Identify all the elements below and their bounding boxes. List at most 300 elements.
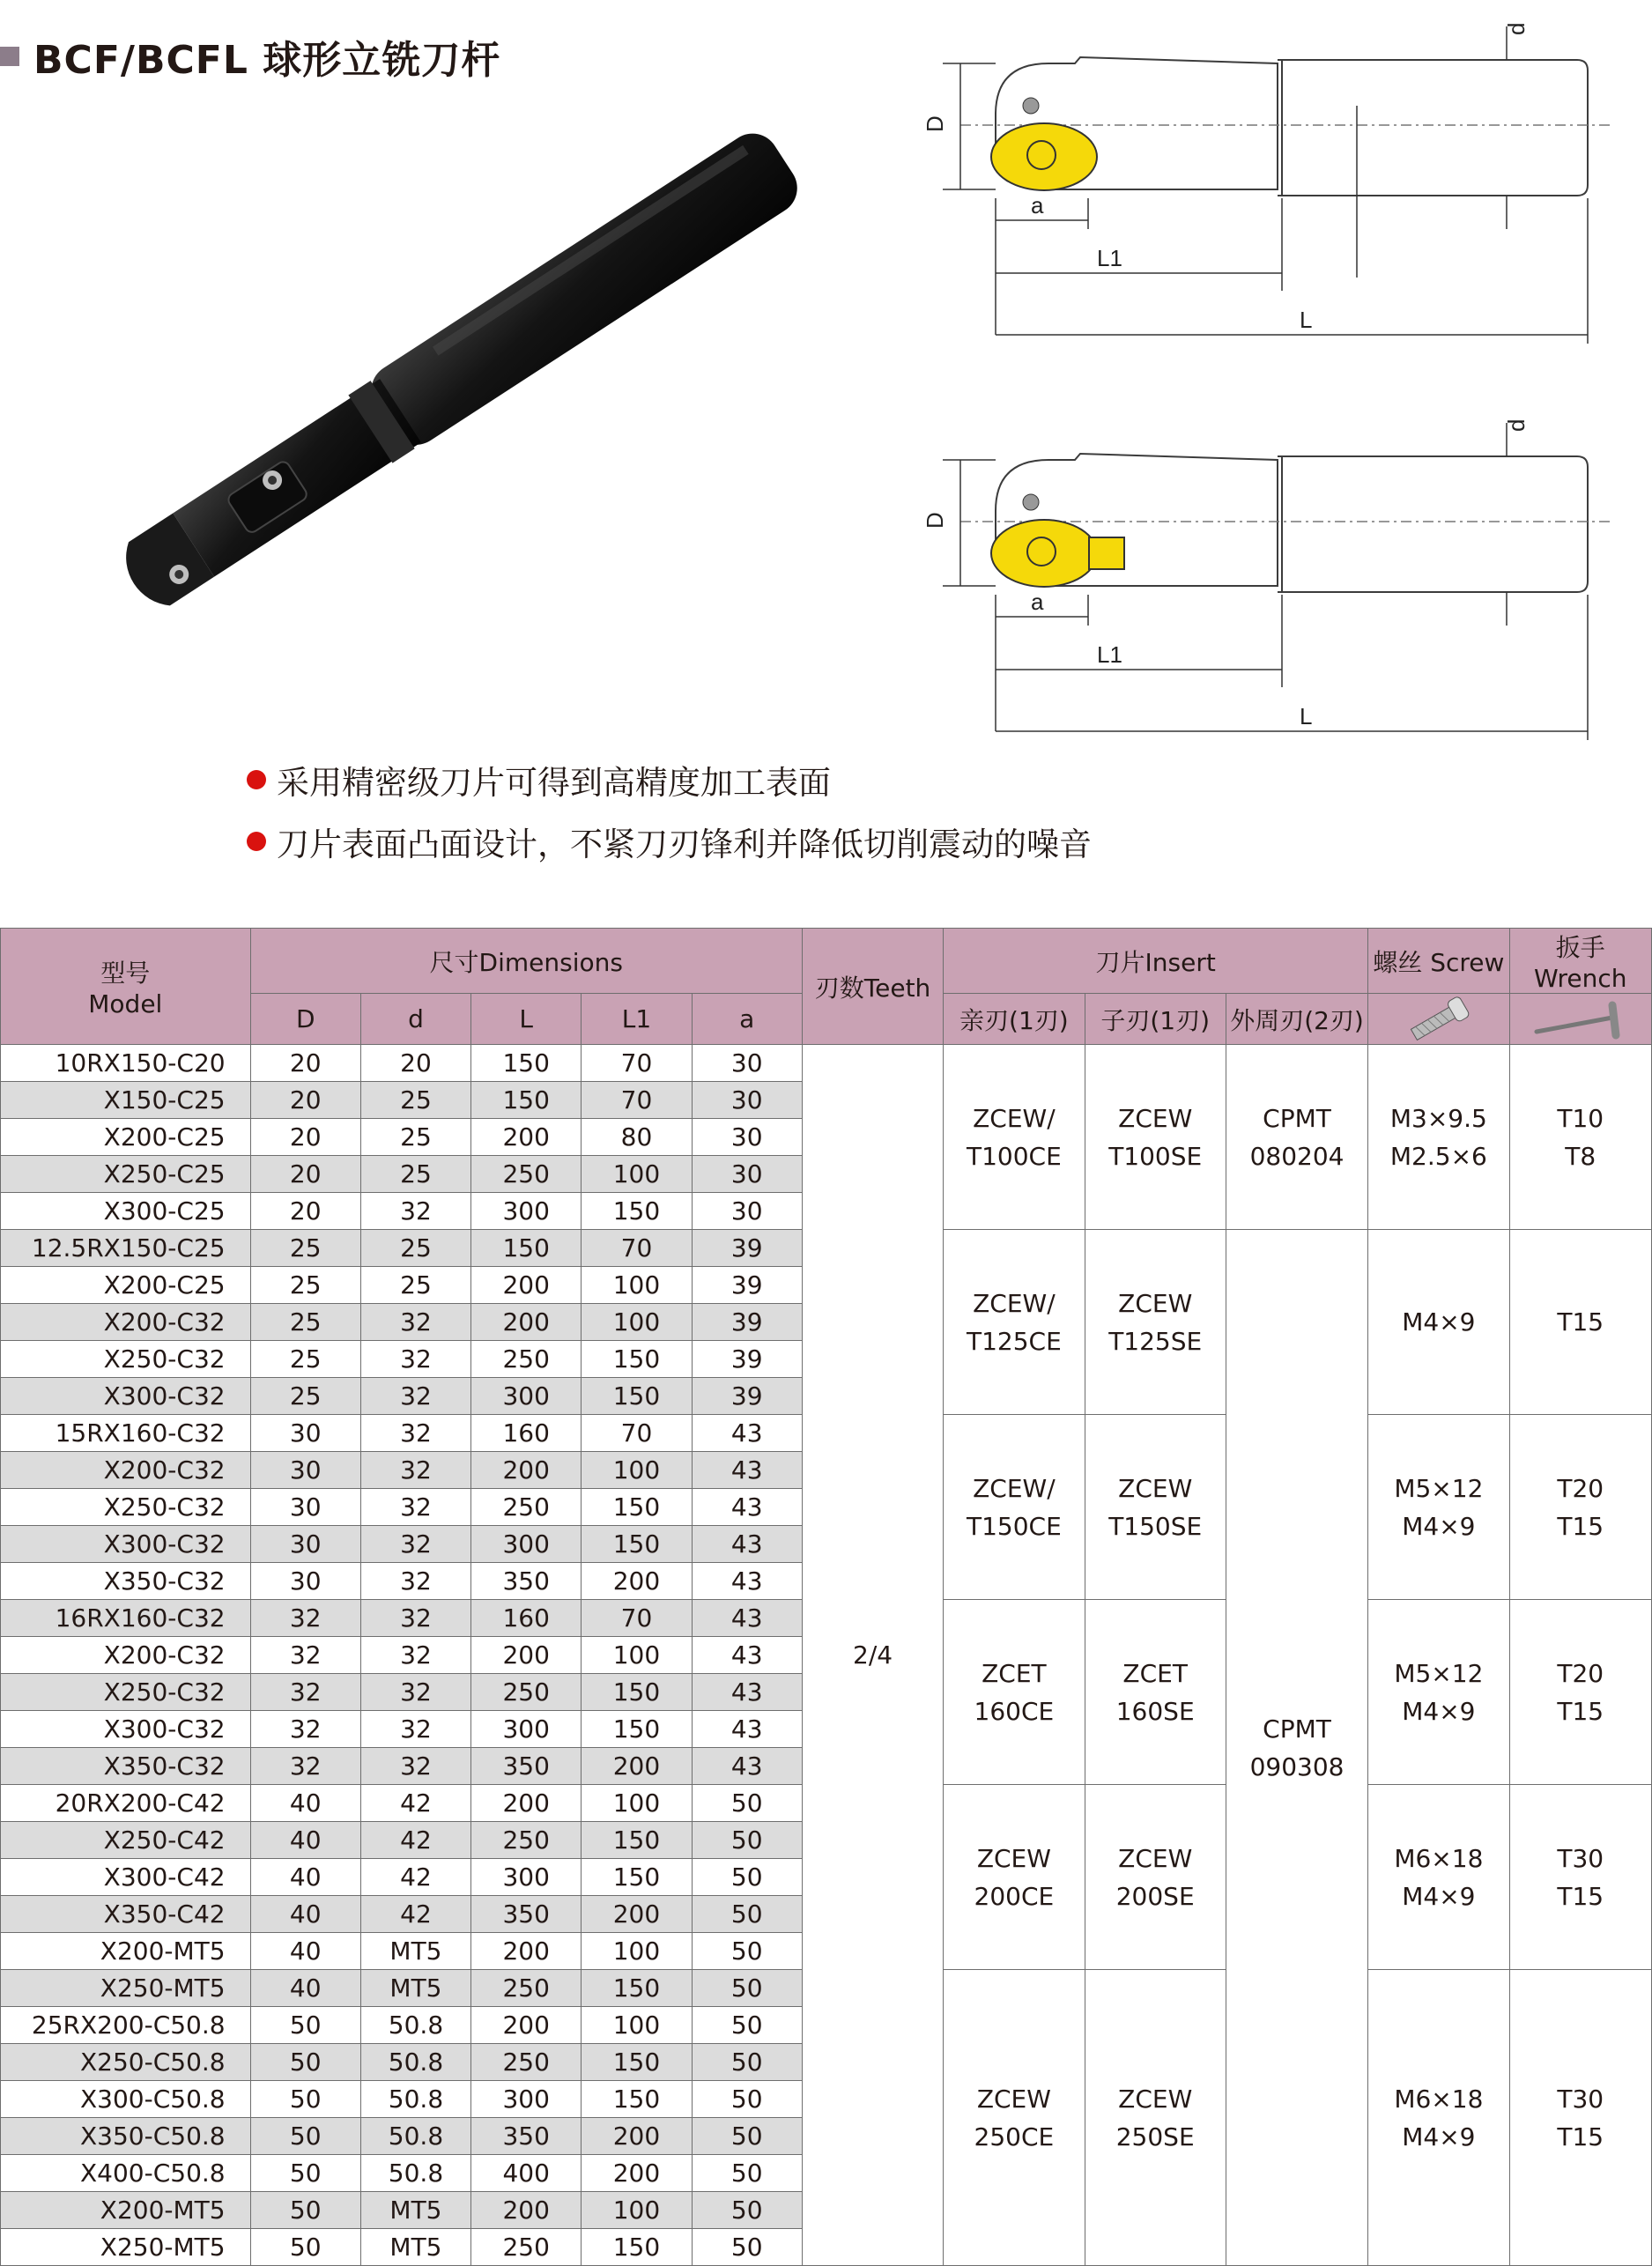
- header-col-a: a: [692, 994, 802, 1045]
- cell-dim: 25: [250, 1267, 360, 1304]
- page-title: BCF/BCFL 球形立铣刀杆: [33, 38, 501, 83]
- cell-dim: 40: [250, 1970, 360, 2007]
- cell-model: X250-C32: [1, 1489, 251, 1526]
- header-col-D: D: [250, 994, 360, 1045]
- cell-screw-line: M6×18: [1394, 2084, 1484, 2114]
- cell-parent-insert-line: ZCEW/: [973, 1103, 1056, 1133]
- cell-child-insert: [1085, 1970, 1226, 2266]
- cell-dim: 50: [692, 2192, 802, 2229]
- cell-dim: 50: [250, 2007, 360, 2044]
- cell-dim: 50.8: [360, 2007, 470, 2044]
- header-col-child-insert: 子刃(1刃): [1085, 994, 1226, 1045]
- cell-model: X250-C50.8: [1, 2044, 251, 2081]
- cell-dim: 32: [360, 1674, 470, 1711]
- cell-dim: 25: [360, 1156, 470, 1193]
- cell-screw-line: M5×12: [1394, 1658, 1484, 1688]
- cell-dim: 50: [250, 2155, 360, 2192]
- cell-dim: 43: [692, 1526, 802, 1563]
- cell-dim: 150: [582, 1489, 692, 1526]
- cell-dim: 50: [692, 1970, 802, 2007]
- cell-dim: 150: [582, 1822, 692, 1859]
- cell-dim: 25: [360, 1119, 470, 1156]
- cell-screw-line: M4×9: [1402, 2122, 1476, 2151]
- cell-dim: 40: [250, 1822, 360, 1859]
- cell-dim: 50: [250, 2118, 360, 2155]
- cell-dim: 250: [471, 1970, 582, 2007]
- cell-dim: 50: [250, 2192, 360, 2229]
- cell-dim: 42: [360, 1859, 470, 1896]
- feature-list: [247, 749, 1092, 872]
- cell-dim: 100: [582, 1637, 692, 1674]
- cell-dim: 25: [250, 1304, 360, 1341]
- cell-dim: 39: [692, 1378, 802, 1415]
- cell-dim: 30: [692, 1082, 802, 1119]
- cell-dim: 250: [471, 2229, 582, 2266]
- cell-dim: 43: [692, 1489, 802, 1526]
- cell-parent-insert-line: 160CE: [974, 1696, 1055, 1726]
- cell-child-insert-line: T100SE: [1108, 1141, 1203, 1171]
- cell-dim: 30: [250, 1489, 360, 1526]
- cell-model: X250-MT5: [1, 1970, 251, 2007]
- cell-dim: 25: [250, 1230, 360, 1267]
- cell-dim: 32: [360, 1711, 470, 1748]
- cell-dim: 150: [582, 2229, 692, 2266]
- cell-child-insert: [1085, 1230, 1226, 1415]
- cell-child-insert-line: ZCEW: [1118, 1103, 1193, 1133]
- cell-dim: 39: [692, 1304, 802, 1341]
- cell-wrench-line: T20: [1557, 1658, 1604, 1688]
- cell-dim: 40: [250, 1785, 360, 1822]
- cell-child-insert-line: 250SE: [1115, 2122, 1195, 2151]
- cell-dim: 30: [692, 1156, 802, 1193]
- header-col-outer-insert: 外周刃(2刃): [1226, 994, 1367, 1045]
- cell-model: X350-C50.8: [1, 2118, 251, 2155]
- cell-dim: 32: [360, 1378, 470, 1415]
- cell-dim: 25: [360, 1082, 470, 1119]
- cell-dim: 200: [582, 1896, 692, 1933]
- cell-child-insert-line: ZCEW: [1118, 1843, 1193, 1873]
- cell-dim: 43: [692, 1415, 802, 1452]
- cell-parent-insert: [944, 1785, 1085, 1970]
- cell-dim: 43: [692, 1600, 802, 1637]
- cell-dim: 250: [471, 1156, 582, 1193]
- dim-label-D: D: [922, 115, 948, 132]
- cell-dim: 200: [471, 2007, 582, 2044]
- header-model: 型号 Model: [1, 929, 251, 1045]
- cell-dim: 25: [250, 1341, 360, 1378]
- cell-dim: 30: [692, 1119, 802, 1156]
- cell-dim: 300: [471, 1193, 582, 1230]
- cell-wrench-line: T30: [1557, 1843, 1604, 1873]
- cell-dim: 150: [582, 2044, 692, 2081]
- cell-wrench: [1509, 1415, 1651, 1600]
- cell-model: X200-C25: [1, 1119, 251, 1156]
- cell-model: X200-C32: [1, 1452, 251, 1489]
- cell-dim: 350: [471, 1896, 582, 1933]
- wrench-icon: [1509, 994, 1651, 1045]
- cell-child-insert: [1085, 1045, 1226, 1230]
- cell-dim: 100: [582, 2007, 692, 2044]
- cell-dim: 80: [582, 1119, 692, 1156]
- cell-dim: 250: [471, 1822, 582, 1859]
- header-col-L: L: [471, 994, 582, 1045]
- cell-parent-insert-line: T125CE: [966, 1326, 1062, 1356]
- cell-model: X350-C42: [1, 1896, 251, 1933]
- cell-dim: 43: [692, 1563, 802, 1600]
- cell-dim: 40: [250, 1859, 360, 1896]
- cell-dim: 150: [471, 1230, 582, 1267]
- cell-dim: 150: [582, 1859, 692, 1896]
- dim-label-a-2: a: [1031, 589, 1044, 615]
- cell-dim: 50: [250, 2229, 360, 2266]
- cell-parent-insert: [944, 1230, 1085, 1415]
- feature-text: 采用精密级刀片可得到高精度加工表面: [277, 764, 831, 802]
- cell-model: 20RX200-C42: [1, 1785, 251, 1822]
- cell-model: 10RX150-C20: [1, 1045, 251, 1082]
- screw-icon: [1368, 994, 1509, 1045]
- cell-dim: 100: [582, 2192, 692, 2229]
- dim-label-a: a: [1031, 192, 1044, 218]
- dim-label-d-2: d: [1503, 418, 1530, 432]
- cell-dim: 200: [471, 1119, 582, 1156]
- feature-item: [247, 811, 1092, 872]
- cell-model: X250-MT5: [1, 2229, 251, 2266]
- cell-dim: 300: [471, 1526, 582, 1563]
- cell-dim: 200: [582, 1563, 692, 1600]
- cell-dim: 40: [250, 1896, 360, 1933]
- cell-dim: 32: [360, 1452, 470, 1489]
- cell-screw-line: M4×9: [1402, 1881, 1476, 1911]
- cell-dim: 30: [250, 1415, 360, 1452]
- cell-outer-insert: [1226, 1045, 1367, 1230]
- cell-dim: 42: [360, 1785, 470, 1822]
- cell-dim: 50: [692, 2118, 802, 2155]
- cell-dim: 32: [360, 1489, 470, 1526]
- cell-dim: 200: [471, 2192, 582, 2229]
- cell-model: X300-C32: [1, 1711, 251, 1748]
- cell-dim: 30: [250, 1452, 360, 1489]
- dim-label-D-2: D: [922, 512, 948, 529]
- cell-dim: 150: [471, 1045, 582, 1082]
- cell-dim: 150: [582, 1193, 692, 1230]
- dim-label-L: L: [1300, 307, 1313, 333]
- cell-dim: 70: [582, 1600, 692, 1637]
- cell-dim: 150: [471, 1082, 582, 1119]
- cell-dim: 150: [582, 1378, 692, 1415]
- cell-dim: 50: [692, 2155, 802, 2192]
- cell-wrench-line: T15: [1557, 1696, 1604, 1726]
- cell-model: X300-C50.8: [1, 2081, 251, 2118]
- cell-dim: 300: [471, 1859, 582, 1896]
- cell-model: 16RX160-C32: [1, 1600, 251, 1637]
- cell-dim: 20: [250, 1119, 360, 1156]
- cell-model: X250-C25: [1, 1156, 251, 1193]
- cell-model: X200-MT5: [1, 1933, 251, 1970]
- cell-parent-insert: [944, 1045, 1085, 1230]
- cell-dim: 70: [582, 1082, 692, 1119]
- cell-dim: MT5: [360, 2229, 470, 2266]
- cell-teeth: 2/4: [802, 1045, 943, 2266]
- cell-dim: 43: [692, 1637, 802, 1674]
- dim-label-L1-2: L1: [1097, 641, 1122, 668]
- cell-dim: 30: [250, 1563, 360, 1600]
- cell-parent-insert-line: T100CE: [966, 1141, 1062, 1171]
- cell-wrench: [1509, 1785, 1651, 1970]
- cell-dim: 50: [692, 1785, 802, 1822]
- cell-wrench-line: T15: [1557, 2122, 1604, 2151]
- cell-screw: [1368, 1415, 1509, 1600]
- cell-dim: 200: [582, 1748, 692, 1785]
- cell-dim: 32: [360, 1600, 470, 1637]
- cell-wrench-line: T15: [1557, 1511, 1604, 1541]
- dimension-drawing-long: [907, 405, 1630, 749]
- cell-dim: 150: [582, 1341, 692, 1378]
- cell-dim: 350: [471, 2118, 582, 2155]
- cell-dim: 200: [471, 1304, 582, 1341]
- cell-dim: 39: [692, 1230, 802, 1267]
- cell-dim: 350: [471, 1748, 582, 1785]
- cell-model: X300-C32: [1, 1378, 251, 1415]
- cell-dim: 150: [582, 1711, 692, 1748]
- cell-wrench: [1509, 1970, 1651, 2266]
- cell-child-insert-line: ZCET: [1122, 1658, 1188, 1688]
- feature-item: [247, 749, 1092, 811]
- cell-wrench-line: T10: [1557, 1103, 1604, 1133]
- cell-dim: 70: [582, 1230, 692, 1267]
- spec-table: [0, 928, 1652, 2266]
- cell-dim: 32: [250, 1600, 360, 1637]
- cell-dim: 200: [582, 2155, 692, 2192]
- cell-dim: 50: [692, 2007, 802, 2044]
- cell-dim: 150: [582, 2081, 692, 2118]
- cell-outer-insert-line: 080204: [1249, 1141, 1345, 1171]
- cell-dim: 50: [692, 1822, 802, 1859]
- cell-dim: 32: [250, 1711, 360, 1748]
- cell-screw-line: M5×12: [1394, 1473, 1484, 1503]
- cell-dim: 32: [360, 1341, 470, 1378]
- header-col-L1: L1: [582, 994, 692, 1045]
- cell-dim: 200: [471, 1637, 582, 1674]
- cell-screw: [1368, 1230, 1509, 1415]
- cell-dim: 100: [582, 1267, 692, 1304]
- cell-dim: 100: [582, 1933, 692, 1970]
- cell-screw: [1368, 1785, 1509, 1970]
- cell-dim: 200: [471, 1933, 582, 1970]
- cell-dim: MT5: [360, 1970, 470, 2007]
- cell-dim: 200: [582, 2118, 692, 2155]
- cell-dim: MT5: [360, 2192, 470, 2229]
- cell-dim: 400: [471, 2155, 582, 2192]
- cell-wrench: [1509, 1230, 1651, 1415]
- cell-outer-insert-line: 090308: [1249, 1751, 1345, 1781]
- cell-parent-insert-line: 200CE: [974, 1881, 1055, 1911]
- dimension-drawing-standard: [907, 9, 1630, 352]
- cell-model: 15RX160-C32: [1, 1415, 251, 1452]
- cell-dim: 150: [582, 1674, 692, 1711]
- bullet-icon: [247, 770, 266, 789]
- header-teeth: 刃数Teeth: [802, 929, 943, 1045]
- cell-screw-line: M2.5×6: [1389, 1141, 1487, 1171]
- cell-dim: 20: [250, 1082, 360, 1119]
- cell-child-insert-line: 160SE: [1115, 1696, 1195, 1726]
- cell-parent-insert-line: ZCEW/: [973, 1473, 1056, 1503]
- cell-child-insert: [1085, 1415, 1226, 1600]
- header-insert: 刀片Insert: [944, 929, 1368, 994]
- cell-model: X200-C25: [1, 1267, 251, 1304]
- cell-model: X350-C32: [1, 1748, 251, 1785]
- cell-dim: 70: [582, 1415, 692, 1452]
- cell-dim: 42: [360, 1822, 470, 1859]
- cell-model: X300-C32: [1, 1526, 251, 1563]
- cell-wrench-line: T30: [1557, 2084, 1604, 2114]
- cell-dim: 50.8: [360, 2118, 470, 2155]
- dim-label-d: d: [1503, 22, 1530, 35]
- cell-dim: 250: [471, 2044, 582, 2081]
- cell-dim: 32: [250, 1748, 360, 1785]
- cell-model: 25RX200-C50.8: [1, 2007, 251, 2044]
- cell-model: X150-C25: [1, 1082, 251, 1119]
- cell-screw: [1368, 1970, 1509, 2266]
- header-col-parent-insert: 亲刃(1刃): [944, 994, 1085, 1045]
- dim-label-L1: L1: [1097, 245, 1122, 271]
- cell-dim: 20: [250, 1193, 360, 1230]
- cell-dim: 32: [250, 1637, 360, 1674]
- header-screw: 螺丝 Screw: [1368, 929, 1509, 994]
- cell-dim: 32: [360, 1304, 470, 1341]
- cell-dim: 32: [360, 1193, 470, 1230]
- cell-screw-line: M4×9: [1402, 1511, 1476, 1541]
- cell-dim: 40: [250, 1933, 360, 1970]
- cell-model: X250-C42: [1, 1822, 251, 1859]
- cell-dim: 50: [692, 1896, 802, 1933]
- cell-wrench-line: T15: [1557, 1881, 1604, 1911]
- cell-model: X200-C32: [1, 1637, 251, 1674]
- cell-dim: 39: [692, 1341, 802, 1378]
- cell-dim: 32: [360, 1415, 470, 1452]
- cell-parent-insert: [944, 1970, 1085, 2266]
- cell-dim: 200: [471, 1267, 582, 1304]
- page-header: [0, 28, 500, 85]
- cell-dim: 20: [360, 1045, 470, 1082]
- header-dimensions: 尺寸Dimensions: [250, 929, 802, 994]
- cell-dim: 70: [582, 1045, 692, 1082]
- header-col-d: d: [360, 994, 470, 1045]
- cell-dim: 30: [250, 1526, 360, 1563]
- cell-wrench: [1509, 1045, 1651, 1230]
- cell-dim: 250: [471, 1341, 582, 1378]
- cell-parent-insert-line: ZCEW: [976, 2084, 1051, 2114]
- cell-dim: 50.8: [360, 2081, 470, 2118]
- cell-dim: 300: [471, 2081, 582, 2118]
- cell-dim: 32: [360, 1637, 470, 1674]
- cell-parent-insert-line: ZCET: [982, 1658, 1047, 1688]
- cell-dim: 25: [360, 1230, 470, 1267]
- cell-dim: 50.8: [360, 2044, 470, 2081]
- cell-dim: 300: [471, 1711, 582, 1748]
- cell-dim: 200: [471, 1452, 582, 1489]
- cell-model: X250-C32: [1, 1674, 251, 1711]
- cell-dim: 43: [692, 1711, 802, 1748]
- cell-dim: 150: [582, 1526, 692, 1563]
- cell-wrench-line: T8: [1565, 1141, 1596, 1171]
- cell-model: X200-C32: [1, 1304, 251, 1341]
- cell-child-insert-line: T125SE: [1108, 1326, 1203, 1356]
- cell-dim: 150: [582, 1970, 692, 2007]
- cell-model: X400-C50.8: [1, 2155, 251, 2192]
- cell-dim: MT5: [360, 1933, 470, 1970]
- cell-outer-insert-line: CPMT: [1263, 1714, 1331, 1744]
- cell-dim: 250: [471, 1489, 582, 1526]
- cell-dim: 50: [692, 1859, 802, 1896]
- cell-screw: [1368, 1045, 1509, 1230]
- cell-dim: 50: [692, 2081, 802, 2118]
- title-marker: [0, 47, 19, 66]
- cell-screw: [1368, 1600, 1509, 1785]
- cell-child-insert: [1085, 1600, 1226, 1785]
- cell-model: 12.5RX150-C25: [1, 1230, 251, 1267]
- cell-dim: 43: [692, 1674, 802, 1711]
- cell-screw-line: M4×9: [1402, 1696, 1476, 1726]
- cell-dim: 300: [471, 1378, 582, 1415]
- cell-dim: 50: [250, 2044, 360, 2081]
- cell-dim: 100: [582, 1452, 692, 1489]
- cell-screw-line: M6×18: [1394, 1843, 1484, 1873]
- cell-child-insert-line: ZCEW: [1118, 2084, 1193, 2114]
- table-row: [1, 1045, 1652, 1082]
- cell-model: X200-MT5: [1, 2192, 251, 2229]
- cell-dim: 160: [471, 1600, 582, 1637]
- cell-model: X300-C25: [1, 1193, 251, 1230]
- cell-dim: 25: [250, 1378, 360, 1415]
- cell-wrench-line: T15: [1557, 1307, 1604, 1337]
- cell-child-insert-line: 200SE: [1115, 1881, 1195, 1911]
- feature-text: 刀片表面凸面设计，不紧刀刃锋利并降低切削震动的噪音: [277, 826, 1092, 863]
- cell-dim: 100: [582, 1304, 692, 1341]
- cell-dim: 200: [471, 1785, 582, 1822]
- cell-dim: 20: [250, 1156, 360, 1193]
- cell-parent-insert-line: ZCEW/: [973, 1288, 1056, 1318]
- cell-dim: 32: [360, 1748, 470, 1785]
- cell-parent-insert-line: ZCEW: [976, 1843, 1051, 1873]
- cell-dim: 250: [471, 1674, 582, 1711]
- cell-dim: 25: [360, 1267, 470, 1304]
- cell-model: X300-C42: [1, 1859, 251, 1896]
- cell-dim: 50: [250, 2081, 360, 2118]
- cell-screw-line: M4×9: [1402, 1307, 1476, 1337]
- cell-screw-line: M3×9.5: [1389, 1103, 1487, 1133]
- bullet-icon: [247, 832, 266, 851]
- cell-dim: 50: [692, 2229, 802, 2266]
- cell-dim: 32: [360, 1526, 470, 1563]
- cell-dim: 32: [250, 1674, 360, 1711]
- cell-child-insert: [1085, 1785, 1226, 1970]
- cell-parent-insert-line: T150CE: [966, 1511, 1062, 1541]
- cell-parent-insert-line: 250CE: [974, 2122, 1055, 2151]
- cell-outer-insert-line: CPMT: [1263, 1103, 1331, 1133]
- cell-dim: 43: [692, 1452, 802, 1489]
- cell-dim: 50: [692, 1933, 802, 1970]
- cell-dim: 100: [582, 1785, 692, 1822]
- cell-outer-insert: [1226, 1230, 1367, 2266]
- cell-dim: 350: [471, 1563, 582, 1600]
- cell-dim: 20: [250, 1045, 360, 1082]
- cell-dim: 39: [692, 1267, 802, 1304]
- cell-parent-insert: [944, 1415, 1085, 1600]
- cell-dim: 160: [471, 1415, 582, 1452]
- cell-dim: 100: [582, 1156, 692, 1193]
- cell-dim: 32: [360, 1563, 470, 1600]
- cell-model: X350-C32: [1, 1563, 251, 1600]
